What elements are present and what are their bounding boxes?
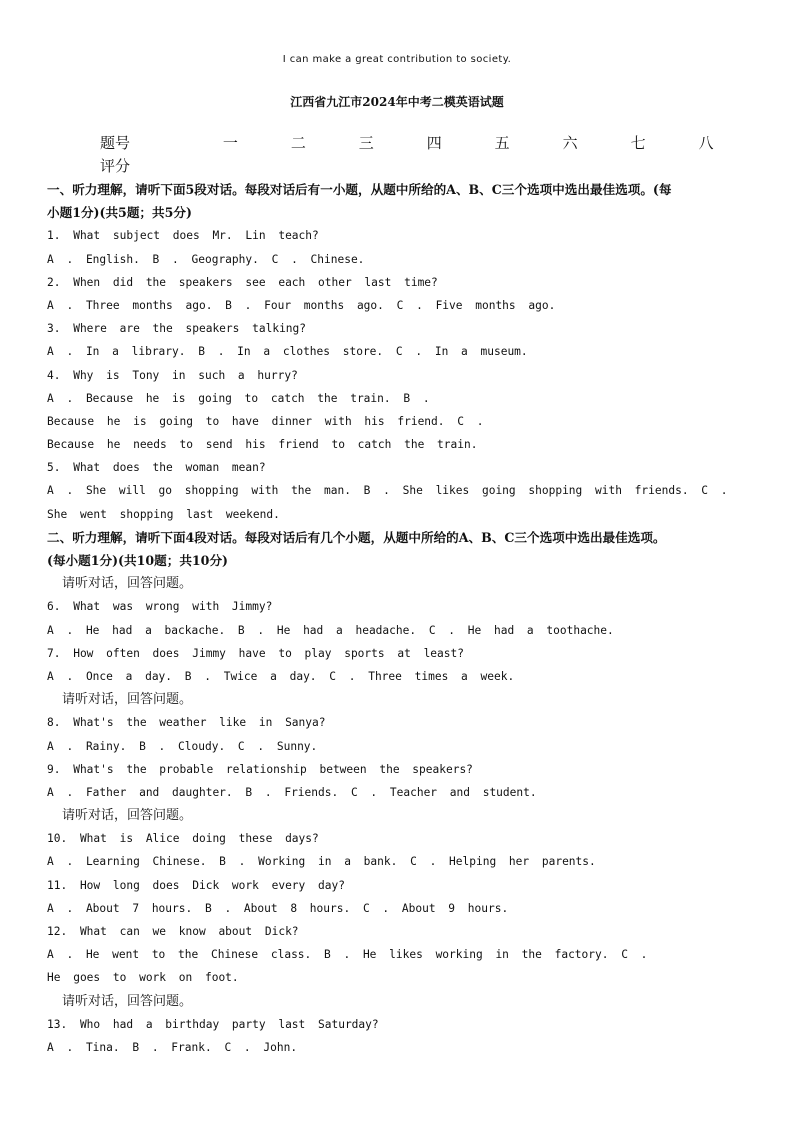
question-line: 10. What is Alice doing these days? bbox=[47, 832, 319, 846]
score-table-row-label: 题号 bbox=[100, 134, 131, 152]
question-line: She went shopping last weekend. bbox=[47, 507, 280, 521]
instruction-line: 请听对话，回答问题。 bbox=[62, 576, 193, 592]
section-heading-line: (每小题1分)(共10题；共10分) bbox=[47, 553, 228, 568]
score-column-5: 五 bbox=[494, 134, 510, 152]
question-line: 7. How often does Jimmy have to play sports at least? bbox=[47, 646, 464, 660]
score-table-header bbox=[100, 132, 740, 153]
question-line: He goes to work on foot. bbox=[47, 971, 239, 985]
question-line: A . Because he is going to catch the train. B . bbox=[47, 391, 430, 405]
score-column-1: 一 bbox=[222, 134, 238, 152]
question-line: A . Once a day. B . Twice a day. C . Three times a week. bbox=[47, 669, 515, 683]
question-line: 5. What does the woman mean? bbox=[47, 461, 266, 475]
question-line: 1. What subject does Mr. Lin teach? bbox=[47, 229, 319, 243]
page-title: 江西省九江市2024年中考二模英语试题 bbox=[290, 95, 504, 109]
score-column-8: 八 bbox=[698, 134, 714, 152]
header-motto: I can make a great contribution to society. bbox=[282, 54, 512, 65]
question-line: 13. Who had a birthday party last Saturday? bbox=[47, 1017, 379, 1031]
question-line: Because he needs to send his friend to catch the train. bbox=[47, 438, 478, 452]
question-line: 8. What's the weather like in Sanya? bbox=[47, 716, 326, 730]
question-line: 4. Why is Tony in such a hurry? bbox=[47, 368, 298, 382]
question-line: A . In a library. B . In a clothes store. C . In a museum. bbox=[47, 345, 528, 359]
question-line: A . English. B . Geography. C . Chinese. bbox=[47, 252, 365, 266]
score-table-score-label: 评分 bbox=[100, 157, 131, 175]
question-line: 12. What can we know about Dick? bbox=[47, 925, 299, 938]
instruction-line: 请听对话，回答问题。 bbox=[62, 808, 193, 824]
question-line: 9. What's the probable relationship between the speakers? bbox=[47, 762, 473, 776]
instruction-line: 请听对话，回答问题。 bbox=[62, 993, 193, 1009]
score-column-4: 四 bbox=[426, 134, 442, 152]
section-heading-line: 一、听力理解，请听下面5段对话。每段对话后有一小题，从题中所给的A、B、C三个选项中选出最佳选项。(每 bbox=[47, 182, 672, 197]
instruction-line: 请听对话，回答问题。 bbox=[62, 692, 193, 708]
question-line: Because he is going to have dinner with his friend. C . bbox=[47, 414, 484, 428]
score-column-7: 七 bbox=[630, 134, 646, 152]
question-line: A . He had a backache. B . He had a headache. C . He had a toothache. bbox=[47, 623, 614, 637]
score-column-6: 六 bbox=[562, 134, 578, 152]
question-line: A . He went to the Chinese class. B . He likes working in the factory. C . bbox=[47, 948, 648, 962]
score-column-2: 二 bbox=[290, 134, 306, 152]
section-heading-line: 小题1分)(共5题；共5分) bbox=[47, 205, 192, 221]
question-line: 11. How long does Dick work every day? bbox=[47, 878, 345, 892]
question-line: A . Tina. B . Frank. C . John. bbox=[47, 1040, 298, 1054]
question-line: 6. What was wrong with Jimmy? bbox=[47, 600, 273, 614]
question-line: A . About 7 hours. B . About 8 hours. C . About 9 hours. bbox=[47, 901, 509, 915]
score-column-3: 三 bbox=[358, 134, 374, 152]
section-heading-line: 二、听力理解，请听下面4段对话。每段对话后有几个小题，从题中所给的A、B、C三个选项中选出最佳选项。 bbox=[47, 529, 666, 545]
question-line: A . Three months ago. B . Four months ago. C . Five months ago. bbox=[47, 298, 556, 312]
question-list bbox=[47, 178, 757, 1059]
question-line: A . She will go shopping with the man. B . She likes going shopping with friends. C . bbox=[47, 484, 728, 498]
question-line: A . Rainy. B . Cloudy. C . Sunny. bbox=[47, 739, 318, 753]
question-line: A . Father and daughter. B . Friends. C . Teacher and student. bbox=[47, 785, 537, 799]
question-line: A . Learning Chinese. B . Working in a bank. C . Helping her parents. bbox=[47, 855, 596, 869]
question-line: 3. Where are the speakers talking? bbox=[47, 322, 307, 336]
question-line: 2. When did the speakers see each other last time? bbox=[47, 275, 438, 289]
